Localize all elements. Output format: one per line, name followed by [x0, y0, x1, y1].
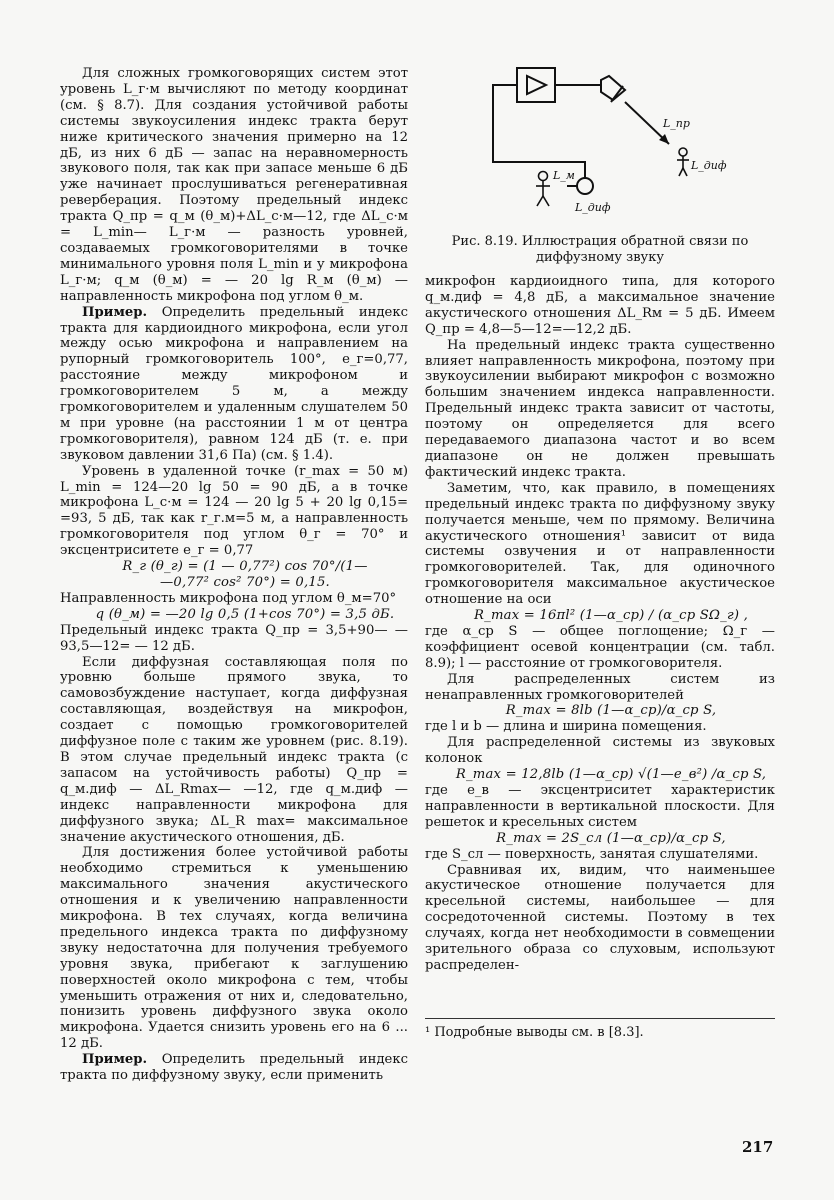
- label-diffuse-level-right: L_диф: [691, 159, 727, 172]
- example-paragraph: [60, 1052, 408, 1084]
- paragraph: Для распределенных систем из ненаправленных громкоговорителей: [425, 671, 775, 703]
- formula: R_max = 16πl² (1—α_ср) / (α_ср SΩ_г) ,: [474, 608, 748, 624]
- paragraph: Если диффузная составляющая поля по уровню больше прямого звука, то самовозбуждение наступает, когда диффузная составляющая, воздействуя на микрофон, создает с помощью громкоговорителей диффузное поле с таким же уровнем (рис. 8.19). В этом случае предельный индекс тракта (с запасом на устойчивость работы) Q_пр = q_м.диф — ΔL_Rmax— —12, где q_м.диф — индекс направленности микрофона для диффузного звука; ΔL_R max= максимальное значение акустического отношения, дБ.: [60, 654, 408, 845]
- figure-caption: Рис. 8.19. Иллюстрация обратной связи по диффузному звуку: [451, 234, 749, 265]
- footnote: ¹ Подробные выводы см. в [8.3].: [425, 1018, 775, 1041]
- amplifier-box: [517, 68, 555, 102]
- page-number: 217: [742, 1138, 774, 1156]
- right-column: [425, 60, 775, 974]
- formula: —0,77² cos² 70°) = 0,15.: [160, 575, 330, 590]
- person-icon: [536, 172, 550, 207]
- paragraph: Для распределенной системы из звуковых колонок: [425, 735, 775, 767]
- microphone-icon: [577, 178, 593, 194]
- formula: R_max = 8lb (1—α_ср)/α_ср S,: [505, 703, 717, 719]
- paragraph: На предельный индекс тракта существенно влияет направленность микрофона, поэтому при звукоусилении выбирают микрофон с возможно большим значением индекса направленности. Предельный индекс тракта зависит от частоты, поэтому он определяется для всего передаваемого диапазона частот и во всем диапазоне он не должен превышать фактический индекс тракта.: [425, 337, 775, 480]
- label-mic-level: L_м: [553, 169, 575, 182]
- example-label: Пример.: [82, 1052, 148, 1068]
- example-text: Определить предельный индекс тракта для кардиоидного микрофона, если угол между осью микрофона и направлением на рупорный громкоговоритель 100°, e_г=0,77, расстояние между микрофоном и громкоговорителем 5 м, а между громкоговорителем и удаленным слушателем 50 м при уровне (на расстоянии 1 м от центра громкоговорителя), равном 124 дБ (т. е. при звуковом давлении 31,6 Па) (см. § 1.4).: [60, 304, 408, 463]
- paragraph: Сравнивая их, видим, что наименьшее акустическое отношение получается для кресельной системы, наибольшее — для сосредоточенной системы. Поэтому в тех случаях, когда нет необходимости в совмещении зрительного образа со слуховым, используют распределен-: [425, 862, 775, 973]
- left-column: [60, 66, 408, 1084]
- listener-right-icon: [677, 148, 689, 176]
- formula: R_г (θ_г) = (1 — 0,77²) cos 70°/(1—: [122, 559, 368, 575]
- example-label: Пример.: [82, 304, 148, 320]
- paragraph: где α_ср S — общее поглощение; Ω_г — коэффициент осевой концентрации (см. табл. 8.9); l — расстояние от громкоговорителя.: [425, 623, 775, 671]
- amplifier-triangle-icon: [527, 76, 546, 94]
- paragraph: где l и b — длина и ширина помещения.: [425, 719, 707, 735]
- paragraph: Направленность микрофона под углом θ_м=70°: [60, 590, 397, 606]
- paragraph: Уровень в удаленной точке (r_max = 50 м) L_min = 124—20 lg 50 = 90 дБ, а в точке микрофона L_с·м = 124 — 20 lg 5 + 20 lg 0,15= =93, 5 дБ, так как r_г.м=5 м, а направленность громкоговорителя под углом θ_г = 70° и эксцентриситете e_г = 0,77: [60, 463, 408, 559]
- label-diffuse-level-bottom: L_диф: [575, 201, 611, 214]
- formula: R_max = 12,8lb (1—α_ср) √(1—e_в²) /α_ср S,: [455, 767, 767, 783]
- paragraph: Для сложных громкоговорящих систем этот уровень L_г·м вычисляют по методу координат (см. § 8.7). Для создания устойчивой работы системы звукоусиления индекс тракта берут ниже критического значения примерно на 12 дБ, из них 6 дБ — запас на неравномерность звукового поля, так как при запасе меньше 6 дБ уже начинает прослушиваться регенеративная реверберация. Поэтому предельный индекс тракта Q_пр = q_м (θ_м)+ΔL_с·м—12, где ΔL_с·м = L_min— L_г·м — разность уровней, создаваемых громкоговорителями в точке минимального уровня поля L_min и у микрофона L_г·м; q_м (θ_м) = — 20 lg R_м (θ_м) — направленность микрофона под углом θ_м.: [60, 66, 408, 304]
- example-text: Определить предельный индекс тракта по диффузному звуку, если применить: [60, 1052, 408, 1084]
- figure-8-19: [425, 60, 775, 230]
- paragraph: Для достижения более устойчивой работы необходимо стремиться к уменьшению максимального значения акустического отношения и к увеличению направленности микрофона. В тех случаях, когда величина предельного индекса тракта по диффузному звуку недостаточна для получения требуемого уровня звука, прибегают к заглушению поверхностей около микрофона с тем, чтобы уменьшить отражения от них и, следовательно, понизить уровень диффузного звука около микрофона. Удается снизить уровень его на 6 ... 12 дБ.: [60, 845, 408, 1052]
- paragraph: Предельный индекс тракта Q_пр = 3,5+90— —93,5—12= — 12 дБ.: [60, 622, 408, 654]
- example-paragraph: [60, 305, 408, 464]
- paragraph: микрофон кардиоидного типа, для которого q_м.диф = 4,8 дБ, а максимальное значение акустического отношения ΔL_Rм = 5 дБ. Имеем Q_пр = 4,8—5—12=—12,2 дБ.: [425, 274, 775, 337]
- paragraph: где S_сл — поверхность, занятая слушателями.: [425, 846, 759, 862]
- label-direct-level: L_пр: [663, 117, 690, 130]
- formula: R_max = 2S_сл (1—α_ср)/α_ср S,: [496, 830, 726, 846]
- paragraph: где e_в — эксцентриситет характеристик направленности в вертикальной плоскости. Для решеток и кресельных систем: [425, 783, 775, 830]
- feedback-wire: [493, 85, 585, 178]
- formula: q (θ_м) = —20 lg 0,5 (1+cos 70°) = 3,5 дБ.: [95, 606, 395, 622]
- paragraph: Заметим, что, как правило, в помещениях предельный индекс тракта по диффузному звуку получается меньше, чем по прямому. Величина акустического отношения¹ зависит от вида системы озвучения и от направленности громкоговорителей. Так, для одиночного громкоговорителя максимальное акустическое отношение на оси: [425, 480, 775, 608]
